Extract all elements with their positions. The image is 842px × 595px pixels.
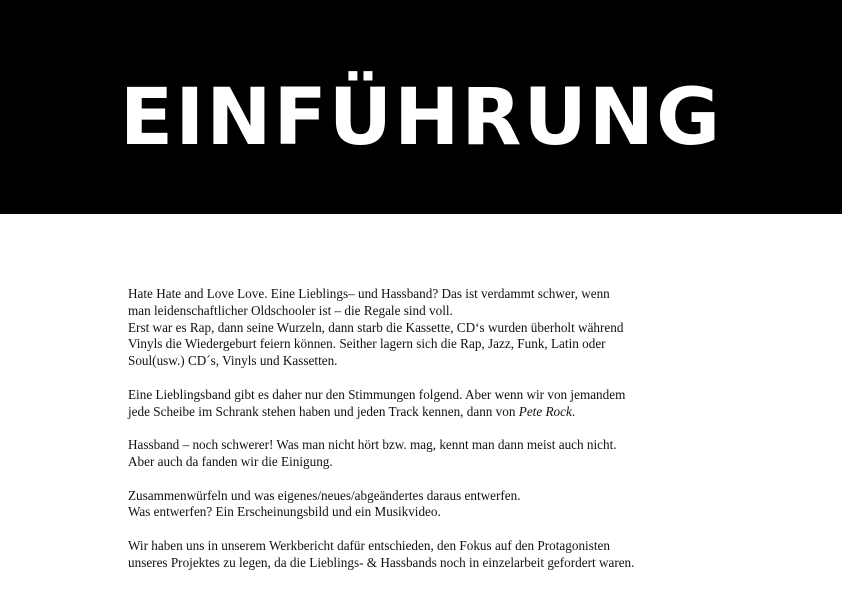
text-line: Hate Hate and Love Love. Eine Lieblings– und Hassband? Das ist verdammt schwer, wenn xyxy=(128,286,610,301)
text-segment: . xyxy=(571,403,576,419)
text-line xyxy=(128,404,698,421)
text-line: Soul(usw.) CD´s, Vinyls und Kassetten. xyxy=(128,353,338,369)
text-line: Was entwerfen? Ein Erscheinungsbild und ein Musikvideo. xyxy=(128,504,441,520)
paragraph-intro xyxy=(128,286,698,370)
text-line: unseres Projektes zu legen, da die Lieblings- & Hassbands noch in einzelarbeit gefordert waren. xyxy=(128,554,635,570)
text-segment: jede Scheibe im Schrank stehen haben und jeden Track kennen, dann von xyxy=(128,403,519,419)
paragraph-concept xyxy=(128,488,698,522)
title-banner xyxy=(0,0,842,214)
body-text xyxy=(128,286,698,588)
paragraph-favorite-band xyxy=(128,387,698,421)
text-line: Wir haben uns in unserem Werkbericht dafür entschieden, den Fokus auf den Protagonisten xyxy=(128,537,610,553)
paragraph-focus xyxy=(128,538,698,572)
text-line: man leidenschaftlicher Oldschooler ist – die Regale sind voll. xyxy=(128,302,453,318)
text-line: Eine Lieblingsband gibt es daher nur den Stimmungen folgend. Aber wenn wir von jemandem xyxy=(128,386,626,402)
text-line: Erst war es Rap, dann seine Wurzeln, dann starb die Kassette, CD‘s wurden überholt während xyxy=(128,319,624,335)
page-title: EINFÜHRUNG xyxy=(119,73,723,163)
paragraph-hate-band xyxy=(128,437,698,471)
text-line: Aber auch da fanden wir die Einigung. xyxy=(128,453,333,469)
text-line: Zusammenwürfeln und was eigenes/neues/abgeändertes daraus entwerfen. xyxy=(128,487,521,503)
text-line: Hassband – noch schwerer! Was man nicht hört bzw. mag, kennt man dann meist auch nicht. xyxy=(128,437,617,453)
artist-name: Pete Rock xyxy=(518,403,572,419)
text-line: Vinyls die Wiedergeburt feiern können. Seither lagern sich die Rap, Jazz, Funk, Latin oder xyxy=(128,336,606,352)
